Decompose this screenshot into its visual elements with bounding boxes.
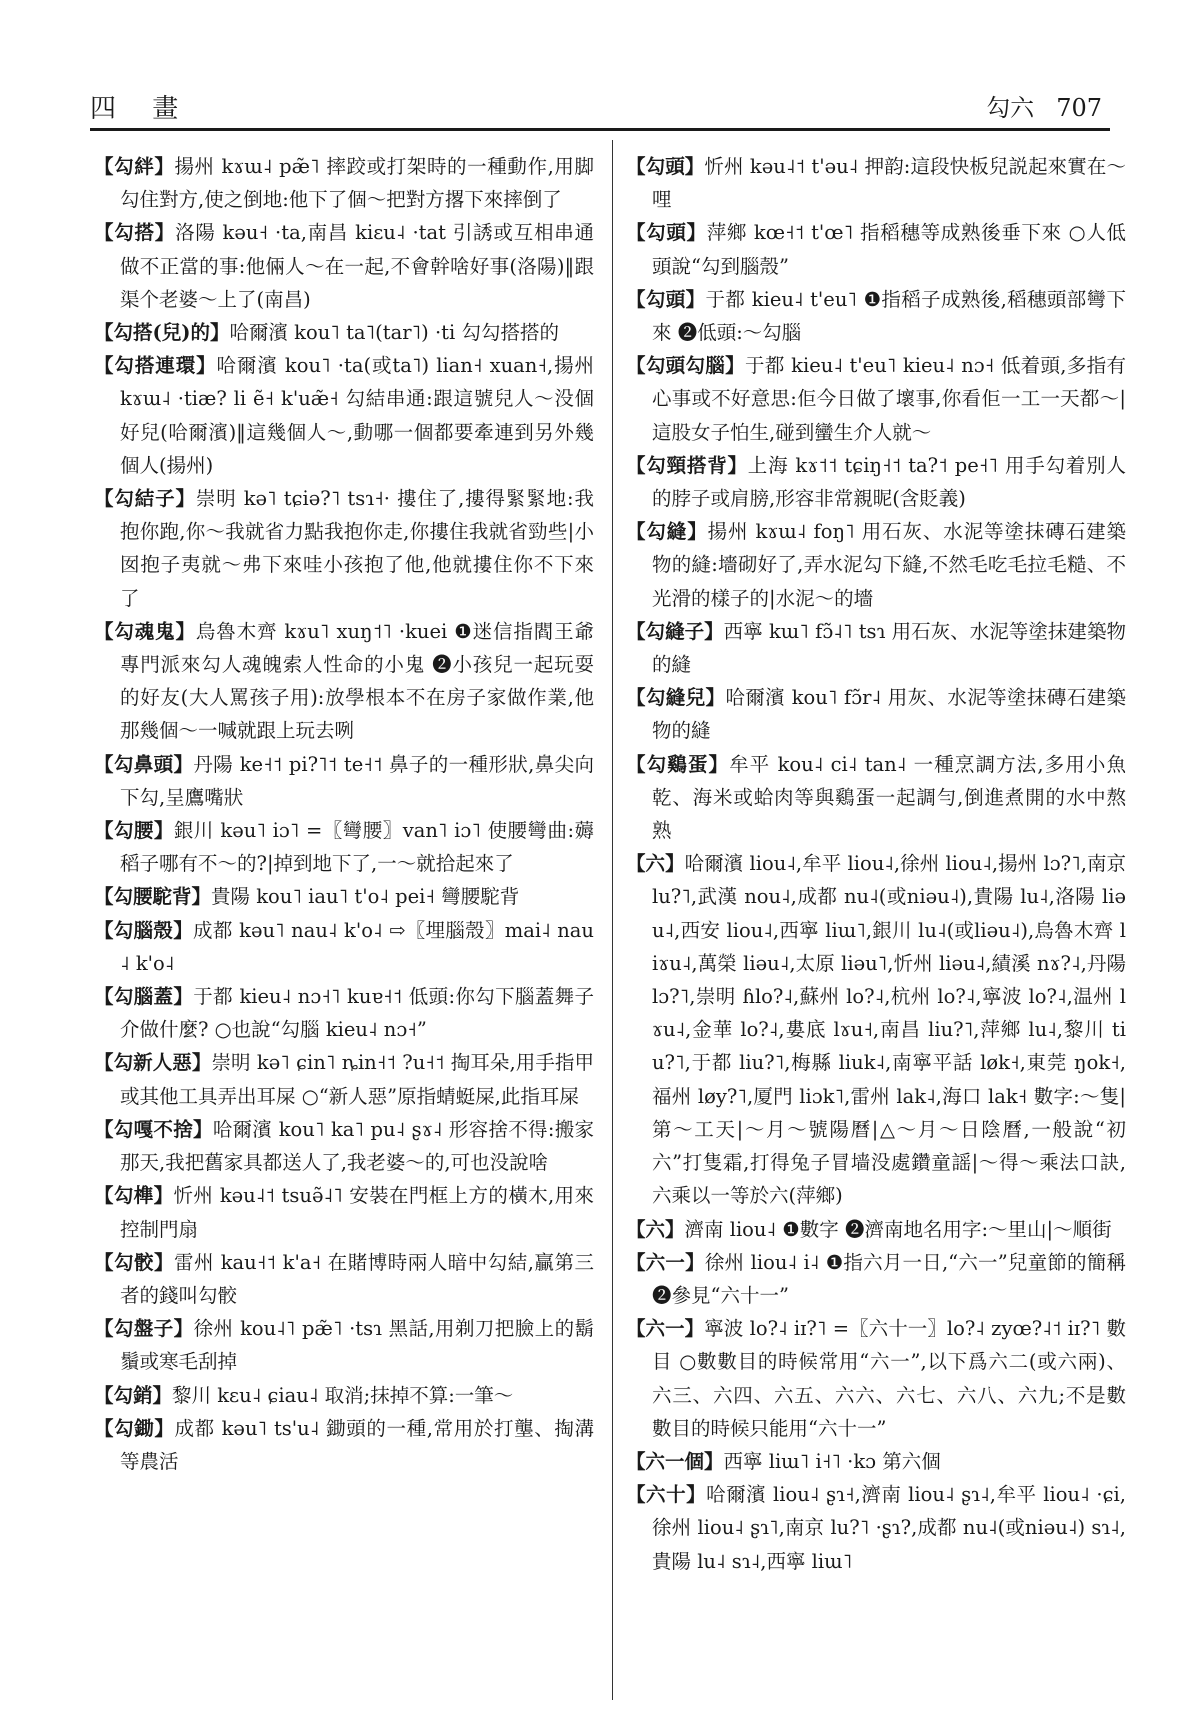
entry-text: 貴陽 kou˥ iau˥ t'o˨ pei˧ 彎腰駝背 bbox=[211, 885, 520, 909]
entry-headword: 【六】 bbox=[626, 852, 685, 876]
dictionary-entry bbox=[94, 748, 594, 814]
header-rule bbox=[90, 128, 1110, 131]
entry-headword: 【勾搭(兒)的】 bbox=[94, 321, 230, 345]
dictionary-entry bbox=[94, 482, 594, 615]
dictionary-entry bbox=[626, 1478, 1126, 1578]
entry-headword: 【勾腰】 bbox=[94, 819, 174, 843]
range-label: 勾六 bbox=[986, 94, 1035, 122]
entry-text: 于都 kieu˨ nɔ˧˥ kuɐ˧˦ 低頭:你勾下腦蓋舞子介做什麼? ○也說“勾腦 kieu˨ nɔ˧” bbox=[120, 985, 594, 1042]
entry-text: 黎川 kɛu˨ ɕiau˨ 取消;抹掉不算:一筆～ bbox=[172, 1383, 514, 1407]
entry-text: 徐州 kou˨˥ pæ̃˥ ·tsɿ 黑話,用剃刀把臉上的鬍鬚或寒毛刮掉 bbox=[120, 1317, 594, 1374]
dictionary-entry bbox=[94, 814, 594, 880]
entry-headword: 【勾頭】 bbox=[626, 155, 705, 178]
entry-headword: 【勾腦殼】 bbox=[94, 918, 194, 942]
dictionary-entry bbox=[94, 880, 594, 913]
entry-headword: 【勾結子】 bbox=[94, 487, 196, 511]
right-column bbox=[626, 150, 1126, 1578]
entry-headword: 【六十】 bbox=[626, 1483, 707, 1507]
entry-headword: 【勾頭勾腦】 bbox=[626, 354, 745, 378]
entry-text: 丹陽 ke˧˦ pi?˥˦ te˧˦ 鼻子的一種形狀,鼻尖向下勾,呈鷹嘴狀 bbox=[120, 752, 594, 809]
entry-text: 雷州 kau˧˦ k'a˧ 在賭博時兩人暗中勾結,贏第三者的錢叫勾骹 bbox=[120, 1250, 594, 1307]
entry-text: 上海 kɤ˦˦ tɕiŋ˧˦ ta?˦ pe˧˥ 用手勾着別人的脖子或肩膀,形容非常親昵(含貶義) bbox=[652, 453, 1126, 511]
entry-headword: 【六一】 bbox=[626, 1317, 705, 1341]
entry-headword: 【勾縫兒】 bbox=[626, 686, 726, 710]
entry-headword: 【勾頭】 bbox=[626, 287, 706, 311]
entry-headword: 【勾盤子】 bbox=[94, 1317, 194, 1341]
entry-headword: 【勾頸搭背】 bbox=[626, 453, 748, 477]
entry-headword: 【勾腰駝背】 bbox=[94, 885, 212, 909]
entry-headword: 【勾鋤】 bbox=[94, 1416, 175, 1440]
entry-text: 哈爾濱 kou˥ ta˥(tar˥) ·ti 勾勾搭搭的 bbox=[229, 321, 559, 345]
section-title: 四 畫 bbox=[90, 94, 193, 124]
dictionary-entry bbox=[94, 914, 594, 980]
entry-text: 于都 kieu˨ t'eu˥ kieu˨ nɔ˧ 低着頭,多指有心事或不好意思:佢今日做了壞事,你看佢一工一天都～|這股女子怕生,碰到蠻生介人就～ bbox=[652, 354, 1126, 444]
entry-headword: 【勾嘎不捨】 bbox=[94, 1117, 213, 1141]
entry-text: 銀川 kəu˥ iɔ˥ =〖彎腰〗van˥ iɔ˥ 使腰彎曲:薅稻子哪有不～的?|掉到地下了,一～就拾起來了 bbox=[120, 819, 594, 876]
dictionary-entry bbox=[94, 216, 594, 316]
entry-text: 崇明 kə˥ tɕiə?˥ tsɿ˧· 摟住了,摟得緊緊地:我抱你跑,你～我就省力點我抱你走,你摟住我就省勁些|小囡抱子夷就～弗下來哇小孩抱了他,他就摟住你不下來了 bbox=[120, 487, 594, 610]
entry-text: 崇明 kə˥ ɕin˥ ȵin˧˦ ?u˧˦ 掏耳朵,用手指甲或其他工具弄出耳屎 ○“新人惡”原指蜻蜓屎,此指耳屎 bbox=[120, 1051, 594, 1108]
entry-headword: 【勾腦蓋】 bbox=[94, 985, 194, 1009]
entry-text: 忻州 kəu˨˦ tsuə̃˨˥ 安裝在門框上方的橫木,用來控制門扇 bbox=[120, 1184, 594, 1241]
entry-headword: 【勾骹】 bbox=[94, 1250, 175, 1274]
entry-text: 牟平 kou˨ ci˨ tan˨ 一種烹調方法,多用小魚乾、海米或蛤肉等與鷄蛋一起調勻,倒進煮開的水中熬熟 bbox=[652, 752, 1126, 843]
entry-headword: 【六】 bbox=[626, 1217, 685, 1241]
entry-text: 西寧 kɯ˥ fɔ̃˨˥ tsɿ 用石灰、水泥等塗抹建築物的縫 bbox=[652, 619, 1126, 677]
page-header bbox=[90, 78, 1110, 124]
dictionary-entry bbox=[626, 1445, 1126, 1478]
entry-text: 哈爾濱 liou˨,牟平 liou˨,徐州 liou˨,揚州 lɔ?˥,南京 lu?˥,武漢 nou˨,成都 nu˨(或niəu˨),貴陽 lu˨,洛陽 liəu˨,西安 liou˨,西寧 liɯ˥,銀川 lu˨(或liəu˨),烏魯木齊 liɤu˨,萬榮 liəu˨,太原 liəu˥,忻州 liəu˨,績溪 nɤ?˨,丹陽 lɔ?˥,崇明 ɦlo?˨,蘇州 lo?˨,杭州 lo?˨,寧波 lo?˨,温州 lɤu˨,金華 lo?˨,婁底 lɤu˧,南昌 liu?˥,萍鄉 lu˨,黎川 tiu?˥,于都 liu?˥,梅縣 liuk˨,南寧平話 løk˧,東莞 ŋok˧,福州 løy?˥,厦門 liɔk˥,雷州 lak˨,海口 lak˧ 數字:～隻|第～工天|～月～號陽曆|△～月～日陰曆,一般說“初六”打隻霜,打得兔子冒墙没處鑽童謡|～得～乘法口訣,六乘以一等於六(萍鄉) bbox=[652, 852, 1126, 1208]
entry-text: 揚州 kɤɯ˨ foŋ˥ 用石灰、水泥等塗抹磚石建築物的縫:墻砌好了,弄水泥勾下縫,不然毛吃毛拉毛糙、不光滑的樣子的|水泥～的墻 bbox=[652, 520, 1126, 610]
entry-text: 成都 kəu˥ nau˨ k'o˨ ⇨〖埋腦殼〗mai˨ nau˨ k'o˨ bbox=[120, 918, 594, 975]
entry-headword: 【勾縫子】 bbox=[626, 619, 724, 643]
entry-text: 萍鄉 kœ˧˦ t'œ˥ 指稻穗等成熟後垂下來 ○人低頭說“勾到腦殼” bbox=[652, 221, 1126, 278]
page-number: 707 bbox=[1056, 94, 1102, 122]
dictionary-entry bbox=[94, 980, 594, 1046]
entry-headword: 【六一個】 bbox=[626, 1449, 724, 1473]
entry-text: 于都 kieu˨ t'eu˥ ❶指稻子成熟後,稻穗頭部彎下來 ❷低頭:～勾腦 bbox=[652, 287, 1126, 345]
entry-headword: 【勾頭】 bbox=[626, 221, 707, 245]
dictionary-entry bbox=[626, 748, 1126, 848]
dictionary-entry bbox=[626, 615, 1126, 681]
entry-text: 哈爾濱 kou˥ ka˥ pu˨ ʂɤ˨ 形容捨不得:搬家那天,我把舊家具都送人了,我老婆～的,可也没說啥 bbox=[120, 1117, 594, 1175]
dictionary-entry bbox=[94, 316, 594, 349]
entry-text: 忻州 kəu˨˦ t'əu˨ 押韵:這段快板兒説起來實在～哩 bbox=[652, 155, 1126, 212]
dictionary-entry bbox=[94, 349, 594, 482]
entry-text: 洛陽 kəu˧ ·ta,南昌 kiɛu˨ ·tat 引誘或互相串通做不正當的事:他倆人～在一起,不會幹啥好事(洛陽)‖跟渠个老婆～上了(南昌) bbox=[120, 221, 594, 311]
entry-text: 成都 kəu˥ ts'u˨ 鋤頭的一種,常用於打壟、掏溝等農活 bbox=[120, 1416, 594, 1473]
entry-text: 揚州 kɤɯ˨ pæ̃˥ 摔跤或打架時的一種動作,用脚勾住對方,使之倒地:他下了個～把對方撂下來摔倒了 bbox=[120, 155, 594, 212]
entry-headword: 【勾銷】 bbox=[94, 1383, 173, 1407]
dictionary-entry bbox=[626, 1246, 1126, 1312]
dictionary-entry bbox=[626, 216, 1126, 282]
page-range bbox=[986, 88, 1102, 123]
dictionary-entry bbox=[94, 1113, 594, 1179]
entry-headword: 【勾魂鬼】 bbox=[94, 619, 196, 643]
entry-headword: 【勾搭】 bbox=[94, 221, 176, 245]
entry-text: 寧波 lo?˨ iɪ?˥ =〖六十一〗lo?˨ zyœ?˨˦ iɪ?˥ 數目 ○數數目的時候常用“六一”,以下爲六二(或六兩)、六三、六四、六五、六六、六七、六八、六九;不是數數目的時候只能用“六十一” bbox=[652, 1317, 1126, 1440]
entry-text: 西寧 liɯ˥ i˧˥ ·kɔ 第六個 bbox=[723, 1449, 941, 1473]
entry-headword: 【勾榫】 bbox=[94, 1184, 174, 1208]
entry-text: 濟南 liou˨ ❶數字 ❷濟南地名用字:～里山|～順街 bbox=[684, 1217, 1112, 1241]
dictionary-entry bbox=[94, 150, 594, 216]
dictionary-entry bbox=[626, 150, 1126, 216]
dictionary-entry bbox=[94, 1312, 594, 1378]
entry-text: 哈爾濱 liou˨ ʂɿ˧,濟南 liou˨ ʂɿ˨,牟平 liou˨ ·ɕi,徐州 liou˨ ʂɿ˥,南京 lu?˥ ·ʂɿ?,成都 nu˨(或niəu˨) sɿ˨,貴陽 lu˨ sɿ˨,西寧 liɯ˥ bbox=[652, 1483, 1126, 1573]
dictionary-entry bbox=[94, 1412, 594, 1478]
entry-headword: 【勾新人惡】 bbox=[94, 1051, 212, 1075]
dictionary-entry bbox=[626, 349, 1126, 449]
dictionary-entry bbox=[626, 681, 1126, 747]
left-column bbox=[94, 150, 594, 1478]
dictionary-entry bbox=[94, 1379, 594, 1412]
entry-text: 哈爾濱 kou˥ fɔ̃r˨ 用灰、水泥等塗抹磚石建築物的縫 bbox=[652, 686, 1126, 743]
entry-headword: 【勾縫】 bbox=[626, 520, 708, 544]
column-divider bbox=[612, 140, 613, 1700]
entry-text: 烏魯木齊 kɤu˥ xuŋ˦˥ ·kuei ❶迷信指閻王爺專門派來勾人魂魄索人性命的小鬼 ❷小孩兒一起玩耍的好友(大人罵孩子用):放學根本不在房子家做作業,他那幾個～一喊就跟上玩去咧 bbox=[120, 619, 594, 743]
entry-headword: 【六一】 bbox=[626, 1250, 705, 1274]
dictionary-entry bbox=[94, 615, 594, 748]
dictionary-entry bbox=[94, 1179, 594, 1245]
entry-text: 哈爾濱 kou˥ ·ta(或ta˥) lian˧ xuan˧,揚州 kɤɯ˨ ·tiæ? li ẽ˧ k'uæ̃˧ 勾結串通:跟這號兒人～没個好兒(哈爾濱)‖這幾個人～,動哪一個都要牽連到另外幾個人(揚州) bbox=[120, 354, 594, 477]
dictionary-entry bbox=[626, 847, 1126, 1212]
dictionary-entry bbox=[626, 449, 1126, 515]
dictionary-entry bbox=[626, 1312, 1126, 1445]
entry-headword: 【勾搭連環】 bbox=[94, 354, 217, 378]
entry-text: 徐州 liou˨ i˨ ❶指六月一日,“六一”兒童節的簡稱 ❷參見“六十一” bbox=[652, 1250, 1126, 1307]
dictionary-entry bbox=[94, 1246, 594, 1312]
entry-headword: 【勾鷄蛋】 bbox=[626, 752, 730, 776]
dictionary-entry bbox=[626, 515, 1126, 615]
dictionary-entry bbox=[626, 283, 1126, 349]
entry-headword: 【勾絆】 bbox=[94, 155, 175, 178]
dictionary-entry bbox=[94, 1046, 594, 1112]
entry-headword: 【勾鼻頭】 bbox=[94, 752, 194, 776]
dictionary-entry bbox=[626, 1213, 1126, 1246]
